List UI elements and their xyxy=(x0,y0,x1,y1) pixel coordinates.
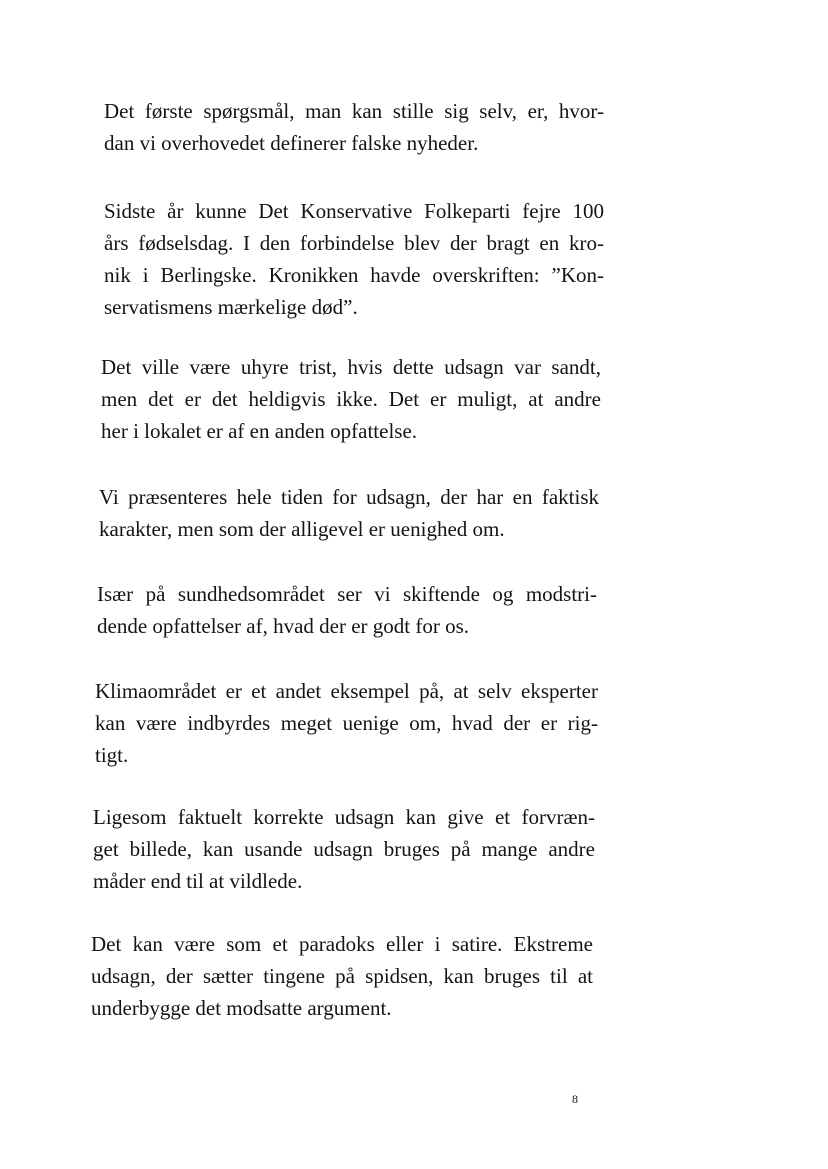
paragraph-line: dan vi overhovedet definerer falske nyheder. xyxy=(104,131,479,155)
paragraph-line: Det første spørgsmål, man kan stille sig selv, er, hvor- xyxy=(104,99,604,123)
paragraph-6 xyxy=(95,675,598,771)
paragraph-line: nik i Berlingske. Kronikken havde overskriften: ”Kon- xyxy=(104,263,604,287)
paragraph-8 xyxy=(91,928,593,1024)
paragraph-2 xyxy=(104,195,604,323)
paragraph-5 xyxy=(97,578,597,642)
paragraph-line: Sidste år kunne Det Konservative Folkeparti fejre 100 xyxy=(104,199,604,223)
paragraph-7 xyxy=(93,801,595,897)
paragraph-line: her i lokalet er af en anden opfattelse. xyxy=(101,419,418,443)
paragraph-line: karakter, men som der alligevel er uenighed om. xyxy=(99,517,505,541)
paragraph-3 xyxy=(101,351,601,447)
paragraph-line: men det er det heldigvis ikke. Det er muligt, at andre xyxy=(101,387,601,411)
paragraph-line: Ligesom faktuelt korrekte udsagn kan give et forvræn- xyxy=(93,805,595,829)
paragraph-line: Det ville være uhyre trist, hvis dette udsagn var sandt, xyxy=(101,355,601,379)
paragraph-4 xyxy=(99,481,599,545)
paragraph-line: get billede, kan usande udsagn bruges på mange andre xyxy=(93,837,595,861)
paragraph-line: servatismens mærkelige død”. xyxy=(104,295,358,319)
paragraph-line: dende opfattelser af, hvad der er godt for os. xyxy=(97,614,470,638)
paragraph-line: Vi præsenteres hele tiden for udsagn, der har en faktisk xyxy=(99,485,599,509)
paragraph-line: måder end til at vildlede. xyxy=(93,869,303,893)
paragraph-line: Klimaområdet er et andet eksempel på, at selv eksperter xyxy=(95,679,598,703)
paragraph-1 xyxy=(104,95,604,159)
paragraph-line: Det kan være som et paradoks eller i satire. Ekstreme xyxy=(91,932,593,956)
page-number: 8 xyxy=(572,1092,578,1106)
paragraph-line: udsagn, der sætter tingene på spidsen, kan bruges til at xyxy=(91,964,593,988)
paragraph-line: tigt. xyxy=(95,743,129,767)
paragraph-line: kan være indbyrdes meget uenige om, hvad der er rig- xyxy=(95,711,598,735)
paragraph-line: Især på sundhedsområdet ser vi skiftende og modstri- xyxy=(97,582,597,606)
paragraph-line: års fødselsdag. I den forbindelse blev der bragt en kro- xyxy=(104,231,604,255)
paragraph-line: underbygge det modsatte argument. xyxy=(91,996,392,1020)
